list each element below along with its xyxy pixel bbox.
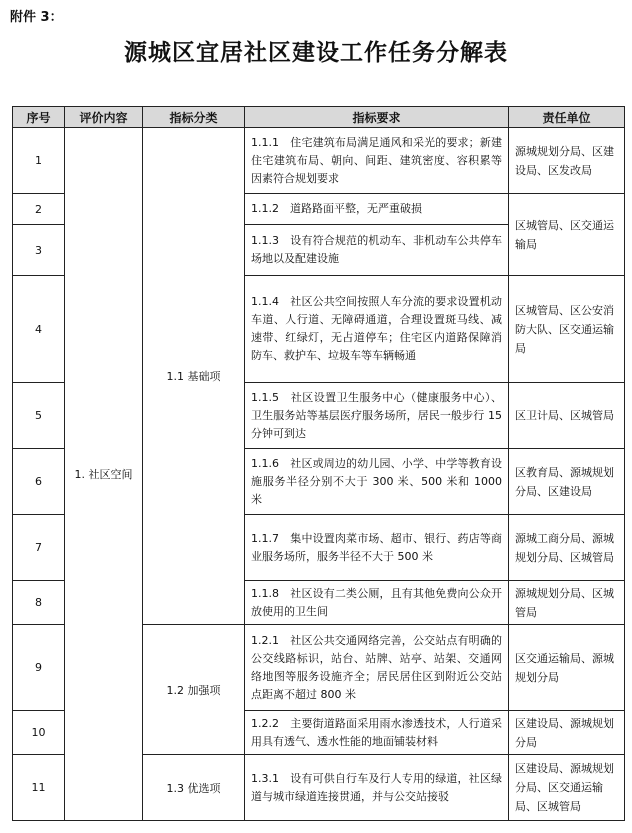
- page-title: 源城区宜居社区建设工作任务分解表: [124, 39, 508, 66]
- header-no: 序号: [13, 107, 65, 128]
- category-basic: 1.1 基础项: [143, 128, 245, 625]
- table-header-row: [13, 107, 625, 128]
- requirement: 1.1.8 社区设有二类公厕，且有其他免费向公众开放使用的卫生间: [245, 581, 509, 625]
- department: 区卫计局、区城管局: [509, 383, 625, 449]
- category-preferred: 1.3 优选项: [143, 755, 245, 821]
- header-category: 指标分类: [143, 107, 245, 128]
- department: 源城工商分局、源城规划分局、区城管局: [509, 515, 625, 581]
- header-department: 责任单位: [509, 107, 625, 128]
- requirement: 1.2.2 主要街道路面采用雨水渗透技术，人行道采用具有透气、透水性能的地面铺装材料: [245, 711, 509, 755]
- department: 源城规划分局、区建设局、区发改局: [509, 128, 625, 194]
- row-no: 6: [13, 449, 65, 515]
- row-no: 7: [13, 515, 65, 581]
- department: 区教育局、源城规划分局、区建设局: [509, 449, 625, 515]
- header-content: 评价内容: [65, 107, 143, 128]
- attachment-label: 附件 3：: [10, 10, 63, 25]
- row-no: 3: [13, 225, 65, 276]
- task-table: [12, 106, 625, 821]
- row-no: 11: [13, 755, 65, 821]
- row-no: 5: [13, 383, 65, 449]
- department: 区城管局、区公安消防大队、区交通运输局: [509, 276, 625, 383]
- row-no: 8: [13, 581, 65, 625]
- requirement: 1.1.7 集中设置肉菜市场、超市、银行、药店等商业服务场所，服务半径不大于 500 米: [245, 515, 509, 581]
- category-enhanced: 1.2 加强项: [143, 625, 245, 755]
- requirement: 1.1.4 社区公共空间按照人车分流的要求设置机动车道、人行道、无障碍通道，合理设置斑马线、减速带、红绿灯，无占道停车；住宅区内道路保障消防车、救护车、垃圾车等车辆畅通: [245, 276, 509, 383]
- evaluation-content: 1. 社区空间: [65, 128, 143, 821]
- row-no: 4: [13, 276, 65, 383]
- table-row: [13, 128, 625, 194]
- department: 区交通运输局、源城规划分局: [509, 625, 625, 711]
- department: 区建设局、源城规划分局: [509, 711, 625, 755]
- row-no: 10: [13, 711, 65, 755]
- requirement: 1.1.3 设有符合规范的机动车、非机动车公共停车场地以及配建设施: [245, 225, 509, 276]
- row-no: 1: [13, 128, 65, 194]
- requirement: 1.1.1 住宅建筑布局满足通风和采光的要求；新建住宅建筑布局、朝向、间距、建筑密度、容积累等因素符合规划要求: [245, 128, 509, 194]
- requirement: 1.2.1 社区公共交通网络完善，公交站点有明确的公交线路标识，站台、站牌、站亭、站架、交通网络地图等服务设施齐全；居民居住区到附近公交站点距离不超过 800 米: [245, 625, 509, 711]
- requirement: 1.1.2 道路路面平整，无严重破损: [245, 194, 509, 225]
- header-requirement: 指标要求: [245, 107, 509, 128]
- row-no: 9: [13, 625, 65, 711]
- row-no: 2: [13, 194, 65, 225]
- requirement: 1.3.1 设有可供自行车及行人专用的绿道，社区绿道与城市绿道连接贯通，并与公交站接驳: [245, 755, 509, 821]
- requirement: 1.1.5 社区设置卫生服务中心（健康服务中心）、卫生服务站等基层医疗服务场所，居民一般步行 15 分钟可到达: [245, 383, 509, 449]
- requirement: 1.1.6 社区或周边的幼儿园、小学、中学等教育设施服务半径分别不大于 300 米、500 米和 1000 米: [245, 449, 509, 515]
- department: 源城规划分局、区城管局: [509, 581, 625, 625]
- department: 区建设局、源城规划分局、区交通运输局、区城管局: [509, 755, 625, 821]
- department: 区城管局、区交通运输局: [509, 194, 625, 276]
